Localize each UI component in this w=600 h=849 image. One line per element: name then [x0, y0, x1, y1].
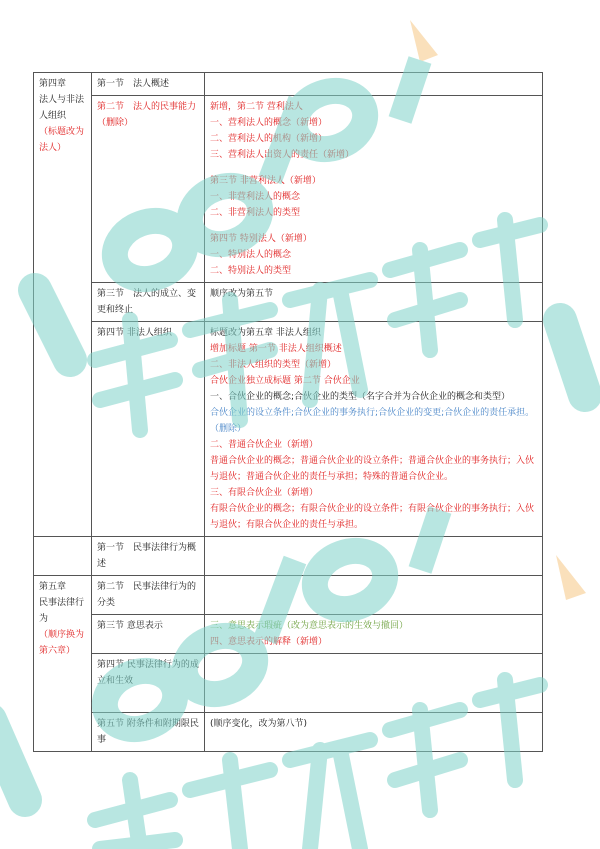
- table-row: [34, 713, 543, 752]
- section-cell: [92, 654, 205, 713]
- chapter4-title: 法人与非法: [39, 95, 85, 105]
- change-line: 三、意思表示瑕疵（改为意思表示的生效与撤回）: [210, 621, 409, 631]
- section-name: 第二节 民事法律行为的分类: [97, 582, 197, 608]
- section-cell: [92, 713, 205, 752]
- changes-cell: [205, 537, 543, 576]
- chapter4-title: 人组织: [39, 111, 67, 121]
- change-line: 合伙企业独立成标题 第二节 合伙企业: [210, 376, 360, 386]
- change-line: 四、意思表示的解释（新增）: [210, 637, 328, 647]
- section-name: 第三节 意思表示: [97, 621, 163, 631]
- section-name: 第一节 法人概述: [97, 79, 170, 89]
- table-row: [34, 73, 543, 96]
- table-row: [34, 283, 543, 322]
- change-line: 合伙企业的设立条件;合伙企业的事务执行;合伙企业的变更;合伙企业的责任承担。（删除）: [210, 408, 535, 434]
- chapter5-title: 民事法律行: [39, 598, 85, 608]
- section-cell: [92, 96, 205, 283]
- changes-table: [33, 72, 543, 752]
- changes-cell: [205, 96, 543, 283]
- section-name: 第二节 法人的民事能力（删除）: [97, 102, 197, 128]
- table-row: [34, 576, 543, 615]
- changes-cell: [205, 654, 543, 713]
- table-row: [34, 537, 543, 576]
- section-name: 第四节 非法人组织: [97, 328, 172, 338]
- change-line: 三、营利法人出资人的责任（新增）: [210, 150, 355, 160]
- change-line: 第四节 特别法人（新增）: [210, 234, 312, 244]
- change-line: (顺序变化，改为第八节): [210, 719, 308, 729]
- change-line: 增加标题 第一节 非法人组织概述: [210, 344, 342, 354]
- section-name: 第四节 民事法律行为的成立和生效: [97, 660, 199, 686]
- change-line: 有限合伙企业的概念；有限合伙企业的设立条件；有限合伙企业的事务执行；入伙与退伙；有限合伙企业的责任与承担。: [210, 504, 535, 530]
- changes-cell: [205, 576, 543, 615]
- table-row: [34, 322, 543, 537]
- change-line: 一、非营利法人的概念: [210, 192, 301, 202]
- table-row: [34, 615, 543, 654]
- change-line: 普通合伙企业的概念；普通合伙企业的设立条件；普通合伙企业的事务执行；入伙与退伙；普通合伙企业的责任与承担；特殊的普通合伙企业。: [210, 456, 535, 482]
- change-line: 二、特别法人的类型: [210, 266, 292, 276]
- table-row: [34, 654, 543, 713]
- change-line: 二、普通合伙企业（新增）: [210, 440, 319, 450]
- change-line: 二、非营利法人的类型: [210, 208, 301, 218]
- watermark-accent-shape: [410, 20, 438, 62]
- chapter4-note: （标题改为法人）: [39, 127, 85, 153]
- section-cell: [92, 322, 205, 537]
- change-line: 第三节 非营利法人（新增）: [210, 176, 321, 186]
- changes-cell: [205, 615, 543, 654]
- chapter4-cell: [34, 73, 92, 537]
- section-cell: [92, 73, 205, 96]
- section-cell: [92, 615, 205, 654]
- spacer: [210, 221, 537, 231]
- section-cell: [92, 283, 205, 322]
- change-line: 一、营利法人的概念（新增）: [210, 118, 328, 128]
- change-line: 三、有限合伙企业（新增）: [210, 488, 319, 498]
- changes-cell: [205, 283, 543, 322]
- change-line: 一、合伙企业的概念;合伙企业的类型（名字合并为合伙企业的概念和类型）: [210, 392, 511, 402]
- change-line: 顺序改为第五节: [210, 289, 274, 299]
- section-cell: [92, 576, 205, 615]
- section-name: 第五节 附条件和附期限民事: [97, 719, 199, 745]
- table-row: [34, 96, 543, 283]
- change-line: 二、非法人组织的类型（新增）: [210, 360, 337, 370]
- change-line: 二、营利法人的机构（新增）: [210, 134, 328, 144]
- section-name: 第一节 民事法律行为概述: [97, 543, 197, 569]
- chapter5-title: 为: [39, 614, 49, 624]
- chapter5-note: （顺序换为第六章）: [39, 630, 85, 656]
- section-name: 第三节 法人的成立、变更和终止: [97, 289, 197, 315]
- chapter4-title: 第四章: [39, 79, 67, 89]
- change-line: 一、特别法人的概念: [210, 250, 292, 260]
- empty-cell: [34, 537, 92, 576]
- spacer: [210, 163, 537, 173]
- watermark-accent-shape: [556, 555, 586, 600]
- chapter5-title: 第五章: [39, 582, 67, 592]
- change-line: 新增，第二节 营利法人: [210, 102, 303, 112]
- section-cell: [92, 537, 205, 576]
- changes-cell: [205, 322, 543, 537]
- change-line: 标题改为第五章 非法人组织: [210, 328, 321, 338]
- changes-cell: [205, 713, 543, 752]
- changes-cell: [205, 73, 543, 96]
- chapter5-cell: [34, 576, 92, 752]
